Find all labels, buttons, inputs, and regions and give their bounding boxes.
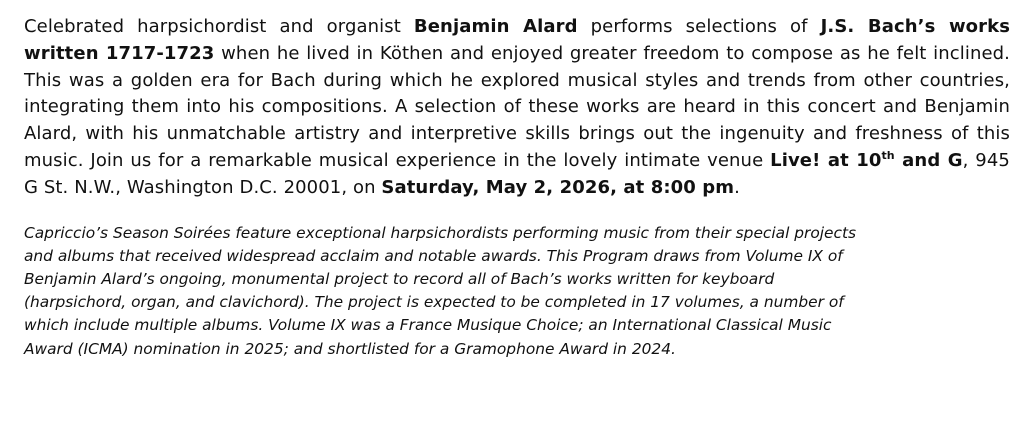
performer-name: Benjamin Alard: [413, 16, 578, 37]
event-date-time: Saturday, May 2, 2026, at 8:00 pm: [381, 176, 735, 198]
program-works: J.S. Bach’s works written 1717-1723: [24, 16, 1011, 64]
text-span: .: [734, 176, 740, 198]
text-span: Celebrated harpsichordist and organist: [24, 16, 414, 37]
venue-address: , 945 G St. N.W., Washington D.C. 20001, on: [24, 149, 1010, 198]
season-soirees-note: [24, 222, 1010, 361]
note-line: (harpsichord, organ, and clavichord). The project is expected to be completed in 17 volumes, a number of: [24, 293, 844, 312]
venue-name: [770, 150, 962, 171]
document-body: [24, 14, 1010, 361]
venue-name-part: Live! at 10: [770, 149, 882, 171]
note-line: and albums that received widespread acclaim and notable awards. This Program draws from Volume IX of: [24, 246, 843, 265]
note-line: Capriccio’s Season Soirées feature exceptional harpsichordists performing music from their special projects: [24, 223, 857, 242]
concert-description-paragraph: [24, 14, 1010, 202]
venue-name-part: and G: [894, 149, 963, 171]
venue-superscript: th: [881, 148, 895, 162]
note-line: Award (ICMA) nomination in 2025; and shortlisted for a Gramophone Award in 2024.: [24, 339, 676, 358]
note-line: which include multiple albums. Volume IX was a France Musique Choice; an International Classical Music: [24, 316, 832, 335]
text-span: performs selections of: [577, 16, 821, 37]
text-span: when he lived in Köthen and enjoyed greater freedom to compose as he felt inclined. This was a golden era for Bach during which he explored musical styles and trends from other countries, integrating them into his compositions. A selection of these works are heard in this concert and Benjamin Alard, with his unmatchable artistry and interpretive skills brings out the ingenuity and freshness of this music. Join us for a remarkable musical experience in the lovely intimate venue: [24, 42, 1010, 171]
note-line: Benjamin Alard’s ongoing, monumental project to record all of Bach’s works written for keyboard: [24, 269, 775, 288]
